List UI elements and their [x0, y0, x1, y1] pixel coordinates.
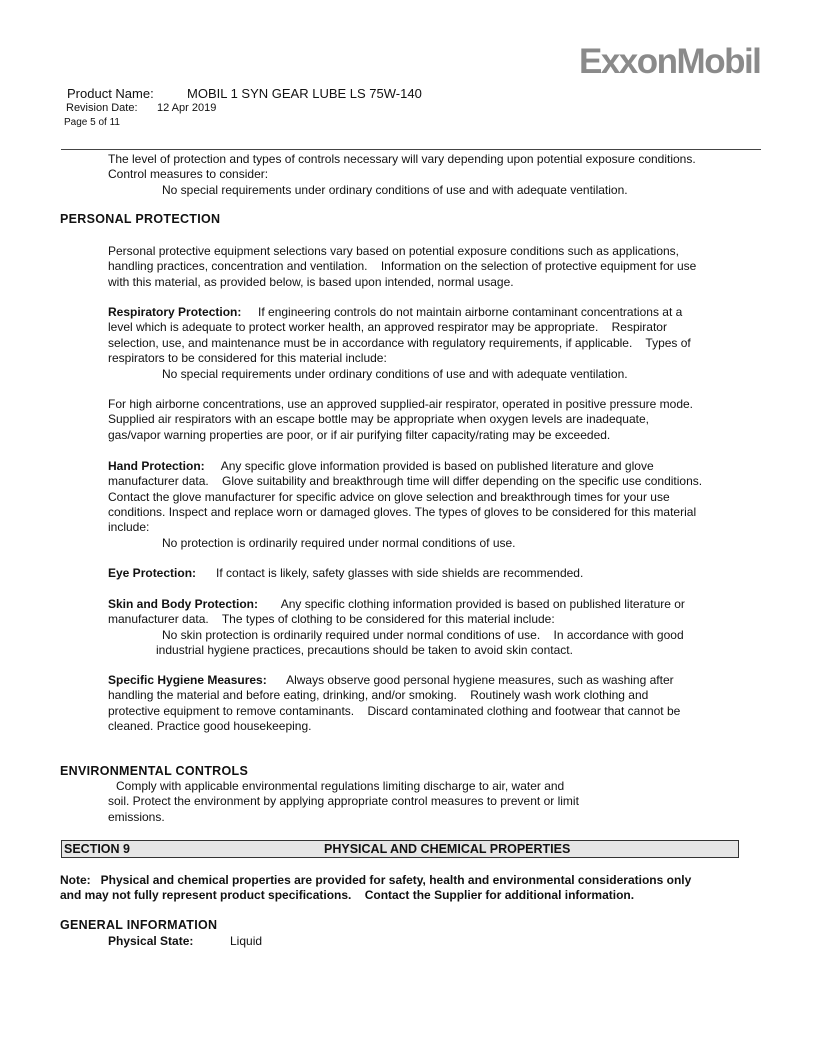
intro-line-1: The level of protection and types of controls necessary will vary depending upon potential exposure conditions.: [108, 152, 696, 166]
skin-note-1: No skin protection is ordinarily required under normal conditions of use. In accordance with good: [162, 628, 684, 642]
physical-state-label: Physical State:: [108, 934, 194, 948]
pp-para: Personal protective equipment selections vary based on potential exposure conditions such as applications, handling practices, concentration and ventilation. Information on the selection of protective equipment for use with this material, as provided below, is based upon intended, normal usage.: [108, 244, 697, 289]
respiratory-protection: Respiratory Protection: If engineering controls do not maintain airborne contaminant concentrations at a level which is adequate to protect worker health, an approved respirator may be appropriate. Respirator selection, use, and maintenance must be in accordance with regulatory requirements, if applicable. Types of respirators to be considered for this material include:: [108, 305, 691, 365]
header-divider: [61, 149, 761, 150]
physical-state-value: Liquid: [230, 934, 263, 948]
hand-protection: Hand Protection: Any specific glove information provided is based on published literature and glove manufacturer data. Glove suitability and breakthrough time will differ depending on the specific use conditions. Contact the glove manufacturer for specific advice on glove selection and breakthrough times for your use conditions. Inspect and replace worn or damaged gloves. The types of gloves to be considered for this material include:: [108, 459, 703, 535]
note-line-2: and may not fully represent product specifications. Contact the Supplier for additional information.: [60, 888, 635, 902]
product-name-label: Product Name:: [67, 86, 154, 101]
skin-protection: Skin and Body Protection: Any specific clothing information provided is based on published literature or manufacturer data. The types of clothing to be considered for this material include:: [108, 597, 685, 627]
respiratory-note: No special requirements under ordinary conditions of use and with adequate ventilation.: [162, 367, 628, 381]
section-title: PHYSICAL AND CHEMICAL PROPERTIES: [324, 842, 571, 856]
hand-label: Hand Protection:: [108, 459, 205, 473]
revision-date-label: Revision Date:: [66, 102, 138, 114]
section-9-bar: [61, 840, 739, 858]
respiratory-label: Respiratory Protection:: [108, 305, 242, 319]
environmental-text: Comply with applicable environmental regulations limiting discharge to air, water and soil. Protect the environment by applying appropriate control measures to prevent or limit emissions.: [108, 779, 579, 824]
skin-note-2: industrial hygiene practices, precautions should be taken to avoid skin contact.: [156, 643, 573, 657]
exxonmobil-logo: ExxonMobil: [579, 42, 761, 81]
personal-protection-heading: PERSONAL PROTECTION: [60, 212, 221, 226]
high-airborne-para: For high airborne concentrations, use an approved supplied-air respirator, operated in positive pressure mode. Supplied air respirators with an escape bottle may be appropriate when oxygen levels are inadequate, gas/vapor warning properties are poor, or if air purifying filter capacity/rating may be exceeded.: [108, 397, 693, 442]
product-name-value: MOBIL 1 SYN GEAR LUBE LS 75W-140: [187, 86, 422, 101]
skin-label: Skin and Body Protection:: [108, 597, 259, 611]
environmental-heading: ENVIRONMENTAL CONTROLS: [60, 764, 249, 778]
revision-date-value: 12 Apr 2019: [157, 102, 217, 114]
general-info-heading: GENERAL INFORMATION: [60, 918, 218, 932]
eye-protection: Eye Protection: If contact is likely, safety glasses with side shields are recommended.: [108, 566, 584, 580]
eye-label: Eye Protection:: [108, 566, 197, 580]
hygiene-measures: Specific Hygiene Measures: Always observe good personal hygiene measures, such as washing after handling the material and before eating, drinking, and/or smoking. Routinely wash work clothing and protective equipment to remove contaminants. Discard contaminated clothing and footwear that cannot be cleaned. Practice good housekeeping.: [108, 673, 681, 733]
section-number: SECTION 9: [64, 842, 130, 856]
hygiene-label: Specific Hygiene Measures:: [108, 673, 267, 687]
intro-line-2: Control measures to consider:: [108, 167, 269, 181]
note-line-1: Note: Physical and chemical properties are provided for safety, health and environmental considerations only: [60, 873, 692, 887]
page-number: Page 5 of 11: [64, 117, 120, 128]
intro-note: No special requirements under ordinary conditions of use and with adequate ventilation.: [162, 183, 628, 197]
hand-note: No protection is ordinarily required under normal conditions of use.: [162, 536, 516, 550]
